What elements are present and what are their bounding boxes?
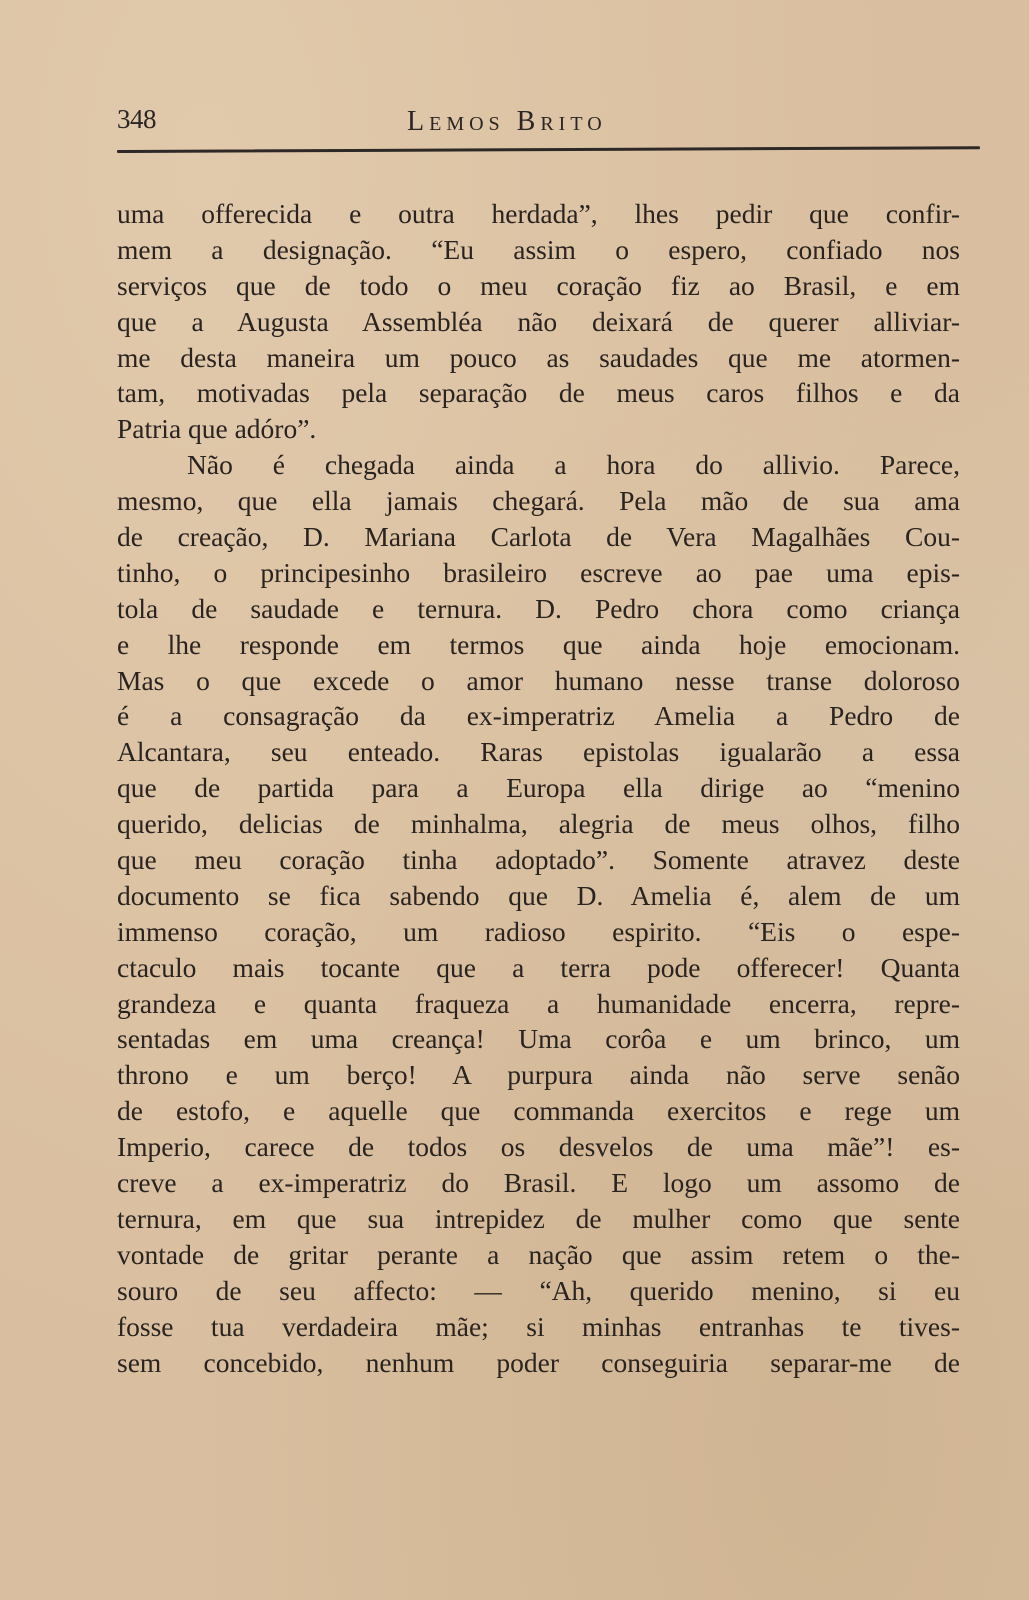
text-line: e lhe responde em termos que ainda hoje emocionam.: [117, 628, 960, 660]
paragraph-start-line: Não é chegada ainda a hora do allivio. Parece,: [187, 449, 960, 481]
body-text: [117, 196, 960, 1380]
text-line: ternura, em que sua intrepidez de mulher como que sente: [117, 1202, 960, 1234]
text-line: tam, motivadas pela separação de meus caros filhos e da: [117, 377, 960, 409]
text-line: grandeza e quanta fraqueza a humanidade encerra, repre-: [117, 987, 960, 1019]
text-line: que de partida para a Europa ella dirige ao “menino: [117, 772, 960, 804]
text-line: Mas o que excede o amor humano nesse transe doloroso: [117, 664, 960, 696]
text-line: mem a designação. “Eu assim o espero, confiado nos: [117, 233, 960, 265]
text-line: mesmo, que ella jamais chegará. Pela mão de sua ama: [117, 485, 960, 517]
text-line: de estofo, e aquelle que commanda exercitos e rege um: [117, 1095, 960, 1127]
text-line: Alcantara, seu enteado. Raras epistolas igualarão a essa: [117, 736, 960, 768]
text-line: souro de seu affecto: — “Ah, querido menino, si eu: [117, 1274, 960, 1306]
paragraph-end-line: Patria que adóro”.: [117, 413, 317, 445]
text-line: Imperio, carece de todos os desvelos de uma mãe”! es-: [117, 1131, 960, 1163]
page-number: 348: [117, 104, 156, 134]
text-line: uma offerecida e outra herdada”, lhes pedir que confir-: [117, 198, 960, 229]
running-title: Lemos Brito: [407, 106, 607, 137]
text-line: throno e um berço! A purpura ainda não serve senão: [117, 1059, 960, 1091]
text-line: me desta maneira um pouco as saudades que me atormen-: [117, 341, 960, 373]
running-head: [117, 100, 980, 142]
text-line: fosse tua verdadeira mãe; si minhas entranhas te tives-: [117, 1310, 960, 1342]
text-line: documento se fica sabendo que D. Amelia é, alem de um: [117, 879, 960, 911]
text-line: tinho, o principesinho brasileiro escreve ao pae uma epis-: [117, 556, 960, 588]
text-line: vontade de gritar perante a nação que assim retem o the-: [117, 1238, 960, 1270]
text-line: ctaculo mais tocante que a terra pode offerecer! Quanta: [117, 951, 960, 983]
text-line: sem concebido, nenhum poder conseguiria separar-me de: [117, 1346, 960, 1378]
text-line: querido, delicias de minhalma, alegria de meus olhos, filho: [117, 808, 960, 840]
text-line: serviços que de todo o meu coração fiz ao Brasil, e em: [117, 269, 960, 301]
text-line: de creação, D. Mariana Carlota de Vera Magalhães Cou-: [117, 521, 960, 553]
text-line: sentadas em uma creança! Uma corôa e um brinco, um: [117, 1023, 960, 1055]
text-line: tola de saudade e ternura. D. Pedro chora como criança: [117, 592, 960, 624]
text-line: é a consagração da ex-imperatriz Amelia a Pedro de: [117, 700, 960, 732]
text-line: que meu coração tinha adoptado”. Somente atravez deste: [117, 844, 960, 876]
text-line: creve a ex-imperatriz do Brasil. E logo um assomo de: [117, 1167, 960, 1199]
text-line: immenso coração, um radioso espirito. “Eis o espe-: [117, 915, 960, 947]
text-line: que a Augusta Assembléa não deixará de querer alliviar-: [117, 305, 960, 337]
header-rule: [117, 146, 980, 153]
book-page: [117, 100, 980, 1378]
